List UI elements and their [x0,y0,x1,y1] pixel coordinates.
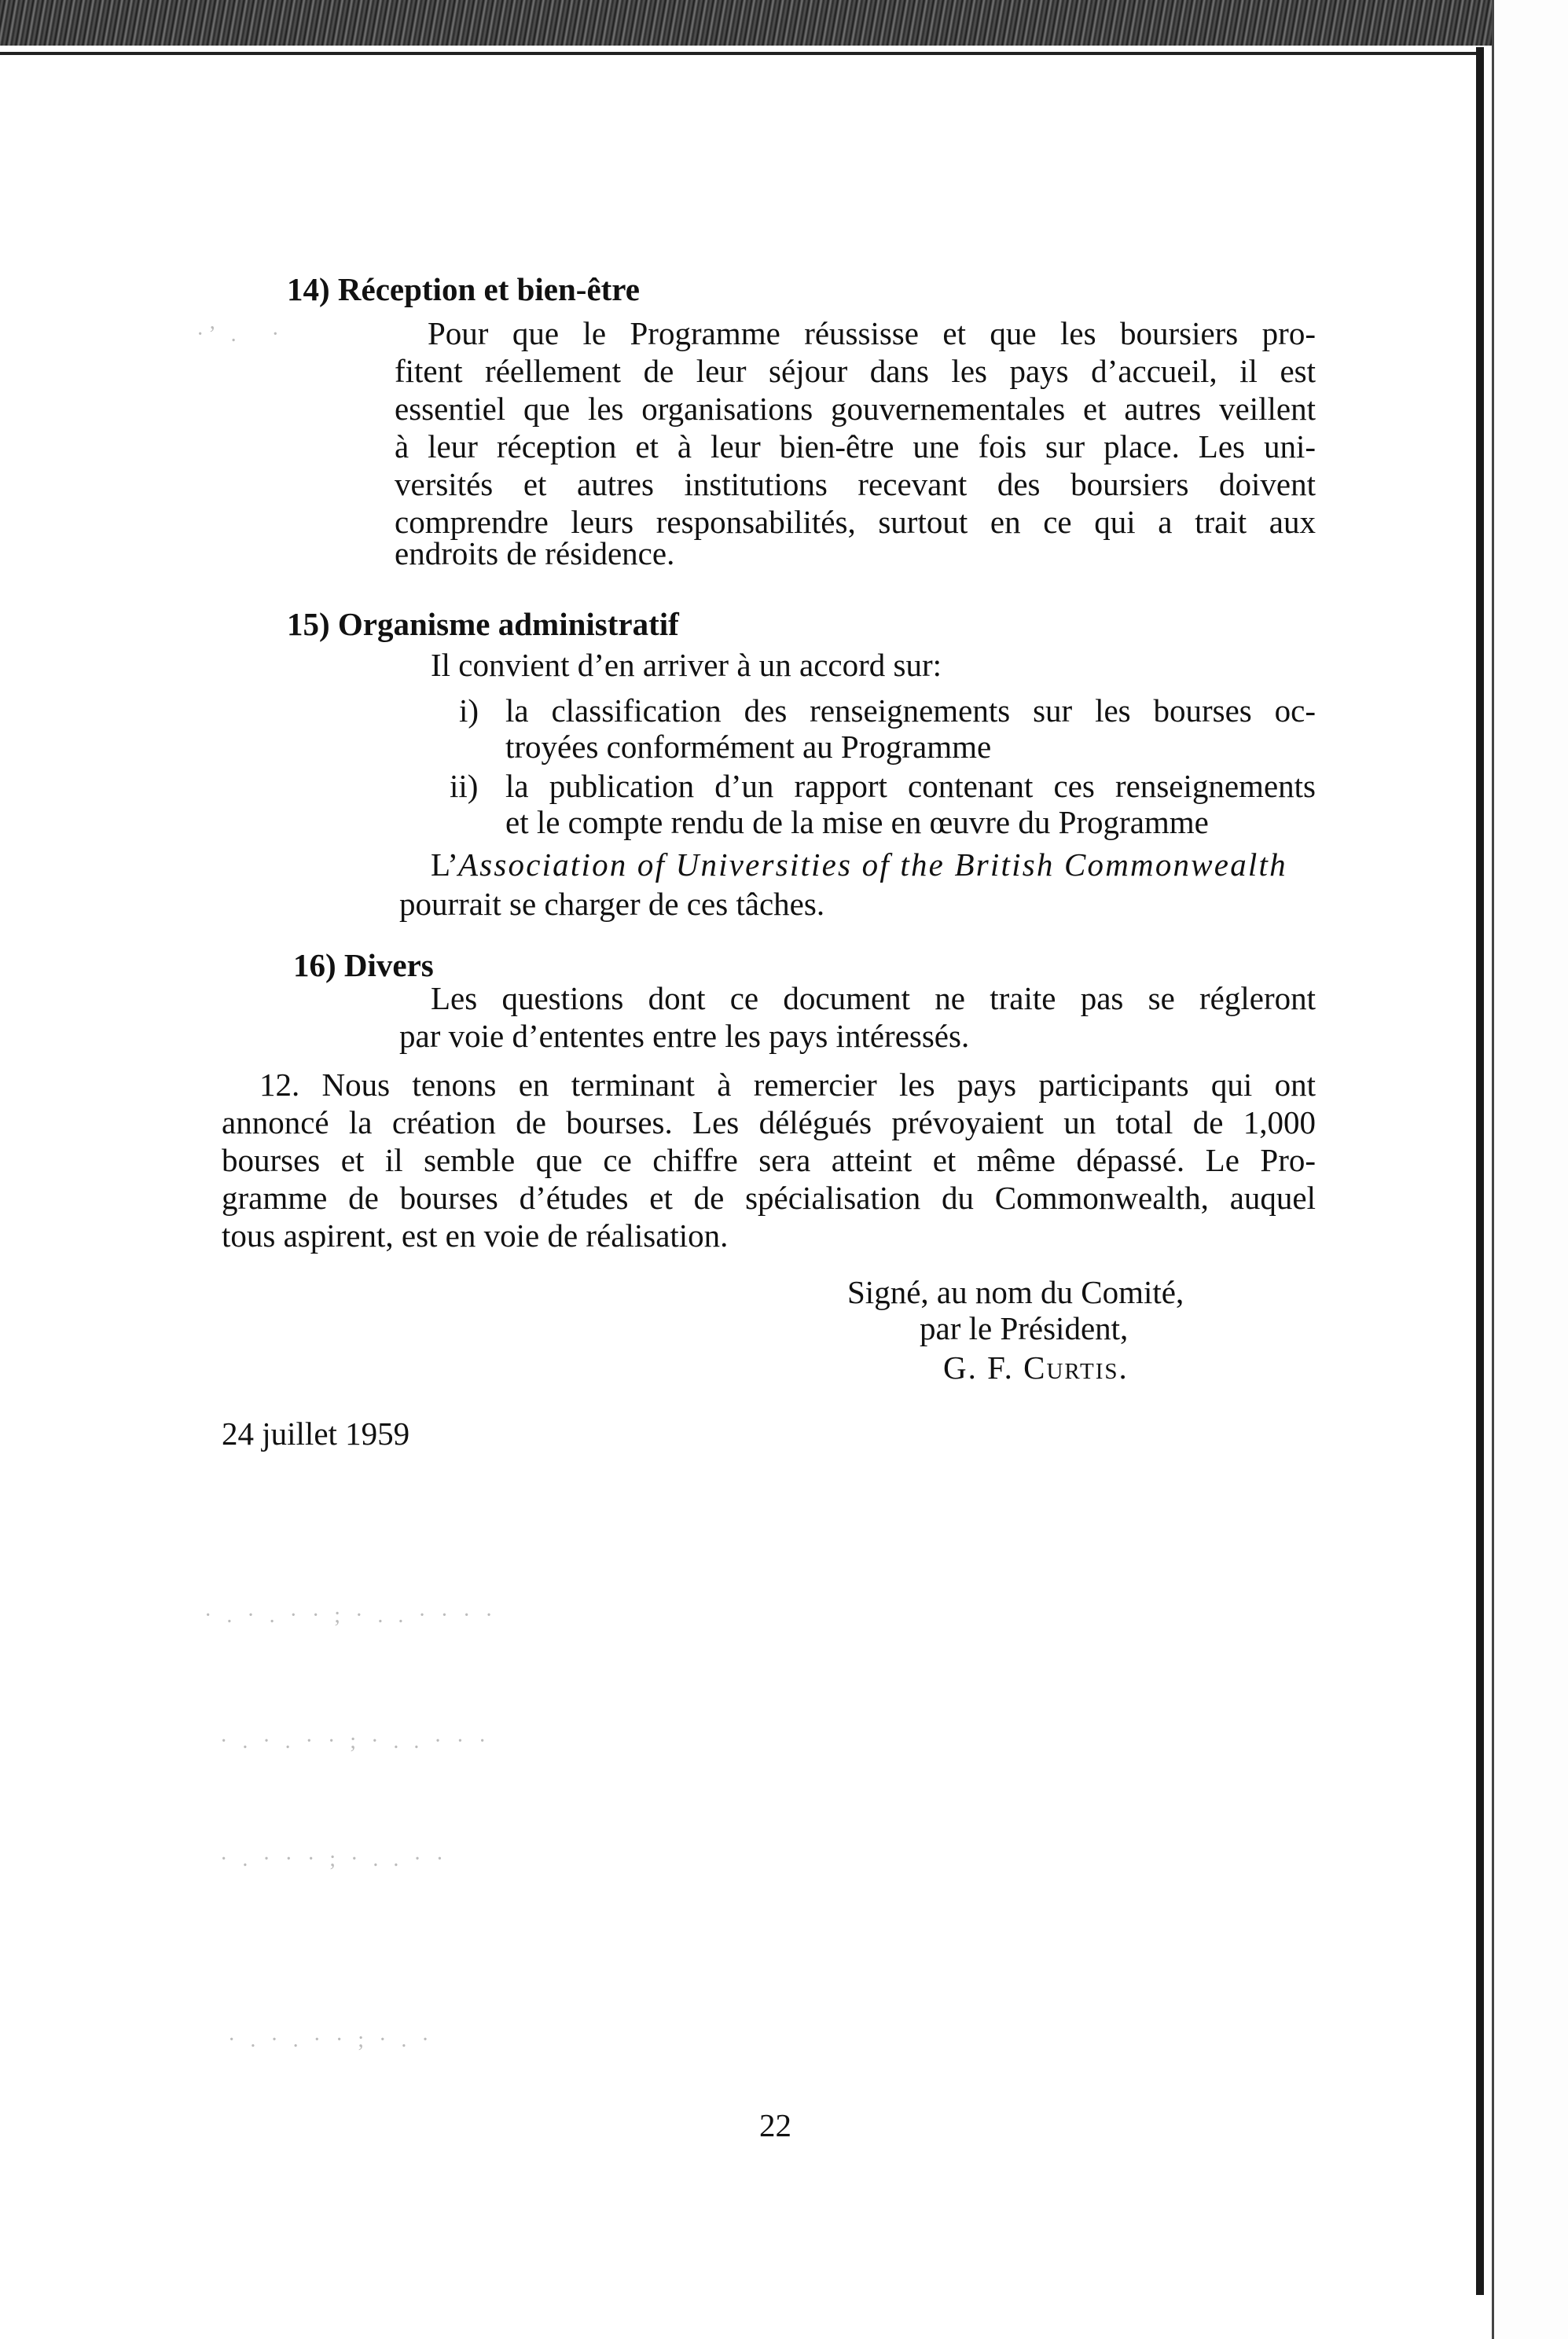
scan-artifact: ·ʼ . · [196,322,284,347]
association-prefix: L’ [431,846,458,883]
scan-artifact: · . · · · ; · . . · · [220,1847,449,1871]
section-16-line: Les questions dont ce document ne traite pas se régleront [431,980,1316,1016]
section-14-line: fitent réellement de leur séjour dans les pays d’accueil, il est [395,353,1316,389]
page-number: 22 [759,2107,791,2143]
association-line [431,846,1316,883]
section-16-line: par voie d’ententes entre les pays intéressés. [399,1018,970,1054]
item-i-line: troyées conformément au Programme [505,729,992,765]
section-15-intro: Il convient d’en arriver à un accord sur: [431,647,942,683]
section-14-heading: 14) Réception et bien-être [287,271,640,307]
item-i-number: i) [459,692,479,729]
item-ii-line: la publication d’un rapport contenant ces renseignements [505,768,1316,804]
item-ii-number: ii) [450,768,479,804]
signature-line-1: Signé, au nom du Comité, [847,1274,1184,1310]
section-14-line: à leur réception et à leur bien-être une fois sur place. Les uni- [395,428,1316,464]
signature-line-2: par le Président, [920,1310,1129,1346]
section-14-line: Pour que le Programme réussisse et que les boursiers pro- [428,315,1316,351]
scan-artifact: · . · . · · ; · . . · · · [220,1729,491,1753]
paragraph-12-line: annoncé la création de bourses. Les délégués prévoyaient un total de 1,000 [222,1104,1316,1140]
section-14-line: comprendre leurs responsabilités, surtout en ce qui a trait aux [395,504,1316,540]
section-14-line: essentiel que les organisations gouvernementales et autres veillent [395,391,1316,427]
association-rest: pourrait se charger de ces tâches. [399,886,825,922]
paragraph-12-line: 12. Nous tenons en terminant à remercier les pays participants qui ont [259,1067,1316,1103]
item-ii-line: et le compte rendu de la mise en œuvre du Programme [505,804,1209,840]
scan-artifact: · . · . · · ; · . . · · · · [204,1603,498,1628]
section-14-line: versités et autres institutions recevant des boursiers doivent [395,466,1316,502]
document-date: 24 juillet 1959 [222,1416,410,1452]
paragraph-12-line: tous aspirent, est en voie de réalisation. [222,1217,729,1254]
association-name: Association of Universities of the British Commonwealth [457,846,1287,883]
paragraph-12-line: gramme de bourses d’études et de spécialisation du Commonwealth, auquel [222,1180,1316,1216]
item-i-line: la classification des renseignements sur les bourses oc- [505,692,1316,729]
section-16-heading: 16) Divers [293,947,434,983]
signatory-name: G. F. Curtis. [943,1349,1129,1386]
section-14-line: endroits de résidence. [395,535,675,571]
scan-artifact: · . · . · · ; · . · [228,2028,434,2052]
section-15-heading: 15) Organisme administratif [287,606,679,642]
paragraph-12-line: bourses et il semble que ce chiffre sera atteint et même dépassé. Le Pro- [222,1142,1316,1178]
